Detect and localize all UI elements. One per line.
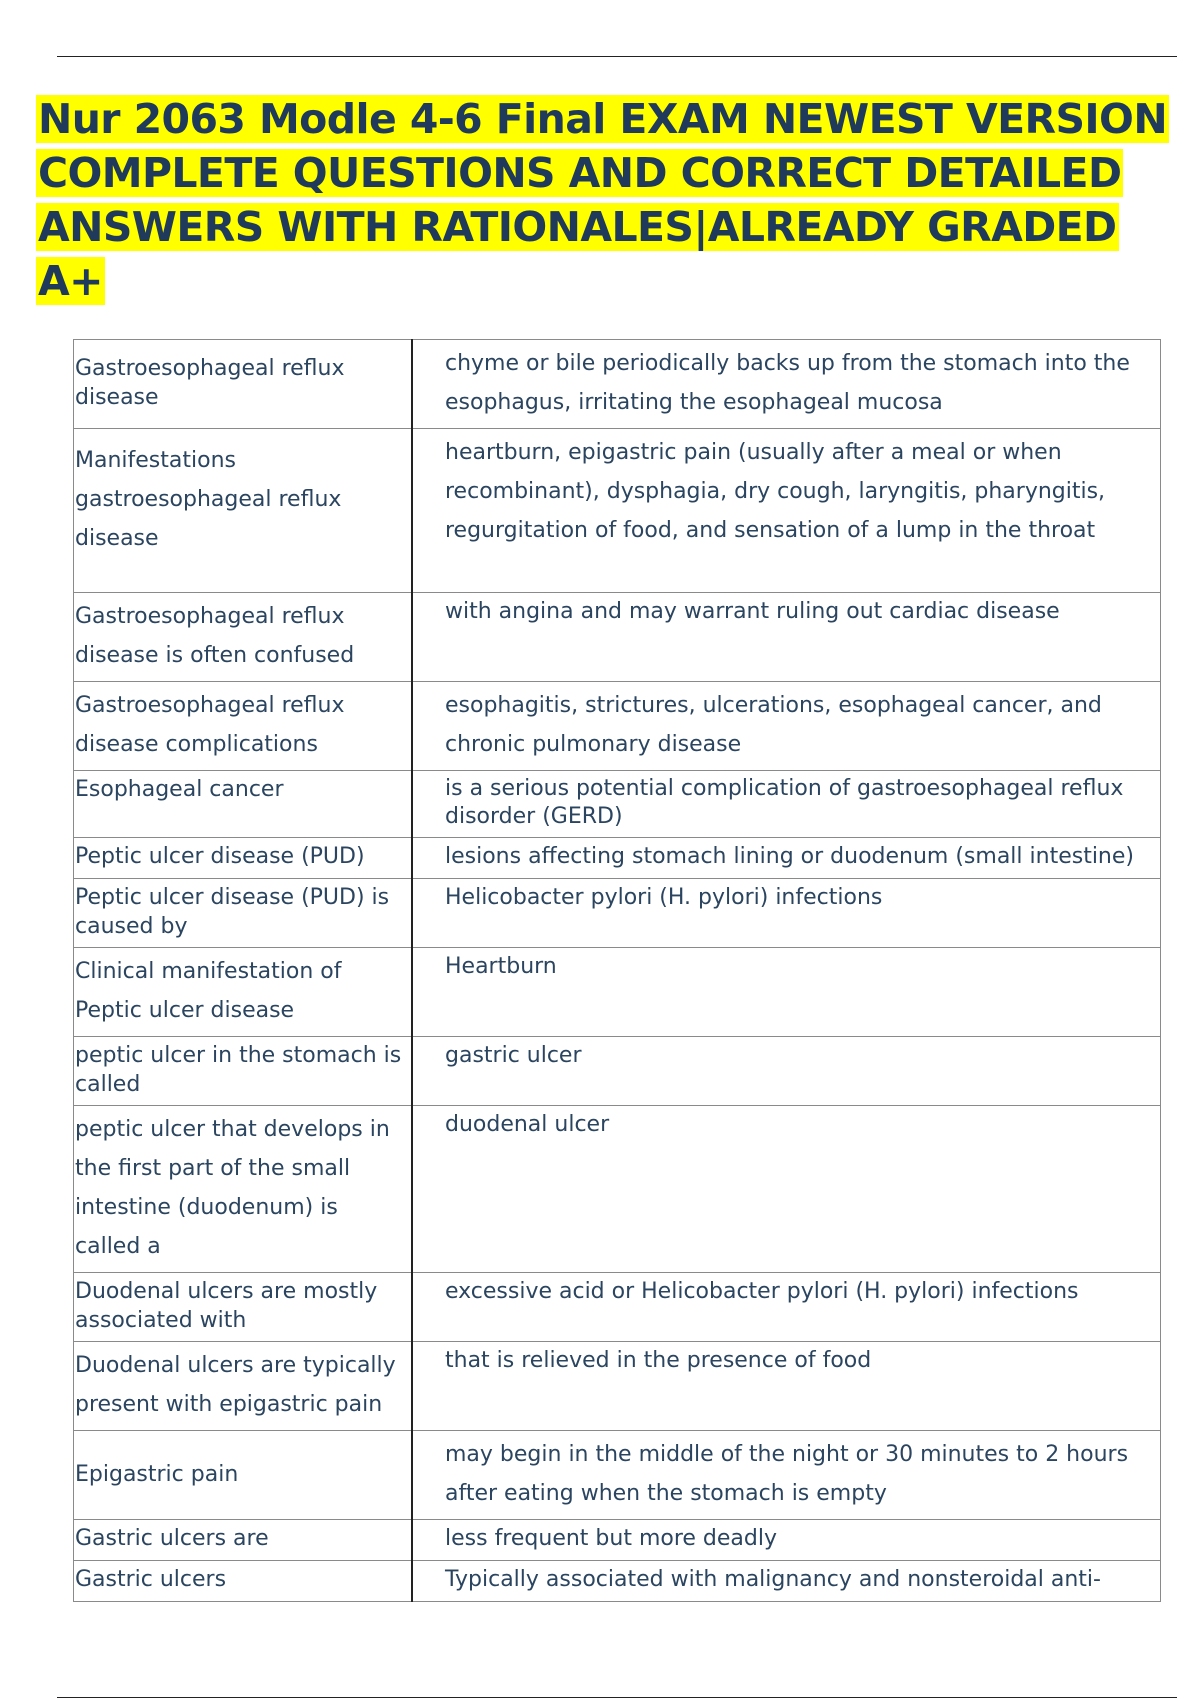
table-row xyxy=(74,1431,1161,1520)
term-cell: Gastroesophageal reflux disease is often confused xyxy=(74,593,413,682)
term-cell: Gastric ulcers are xyxy=(74,1520,413,1561)
term-cell: peptic ulcer that develops in the first part of the small intestine (duodenum) is called a xyxy=(74,1106,413,1273)
table-row xyxy=(74,682,1161,771)
qa-table xyxy=(73,339,1161,1602)
term-cell: Manifestations gastroesophageal reflux disease xyxy=(74,429,413,593)
definition-cell: excessive acid or Helicobacter pylori (H. pylori) infections xyxy=(412,1273,1161,1342)
definition-cell: heartburn, epigastric pain (usually after a meal or when recombinant), dysphagia, dry cough, laryngitis, pharyngitis, regurgitation of food, and sensation of a lump in the throat xyxy=(412,429,1161,593)
definition-cell: is a serious potential complication of gastroesophageal reflux disorder (GERD) xyxy=(412,771,1161,838)
table-row xyxy=(74,1342,1161,1431)
definition-cell: may begin in the middle of the night or 30 minutes to 2 hours after eating when the stomach is empty xyxy=(412,1431,1161,1520)
table-row xyxy=(74,838,1161,879)
term-cell: Gastroesophageal reflux disease complications xyxy=(74,682,413,771)
term-cell: Peptic ulcer disease (PUD) is caused by xyxy=(74,879,413,948)
table-row xyxy=(74,1037,1161,1106)
definition-cell: gastric ulcer xyxy=(412,1037,1161,1106)
term-cell: Epigastric pain xyxy=(74,1431,413,1520)
term-cell: Gastric ulcers xyxy=(74,1561,413,1602)
definition-cell: Heartburn xyxy=(412,948,1161,1037)
table-row xyxy=(74,771,1161,838)
title-line-3: ANSWERS WITH RATIONALES|ALREADY GRADED A+ xyxy=(38,203,1117,305)
table-row xyxy=(74,948,1161,1037)
term-cell: Clinical manifestation of Peptic ulcer disease xyxy=(74,948,413,1037)
table-row xyxy=(74,1273,1161,1342)
definition-cell: that is relieved in the presence of food xyxy=(412,1342,1161,1431)
definition-cell: with angina and may warrant ruling out cardiac disease xyxy=(412,593,1161,682)
term-cell: Duodenal ulcers are mostly associated with xyxy=(74,1273,413,1342)
definition-cell: chyme or bile periodically backs up from the stomach into the esophagus, irritating the esophageal mucosa xyxy=(412,340,1161,429)
title-line-1: Nur 2063 Modle 4-6 Final EXAM NEWEST VERSION xyxy=(38,95,1168,143)
footer-rule xyxy=(57,1697,1177,1698)
term-cell: Duodenal ulcers are typically present with epigastric pain xyxy=(74,1342,413,1431)
title-line-2: COMPLETE QUESTIONS AND CORRECT DETAILED xyxy=(38,149,1122,197)
term-cell: Gastroesophageal reflux disease xyxy=(74,340,413,429)
definition-cell: lesions affecting stomach lining or duodenum (small intestine) xyxy=(412,838,1161,879)
definition-cell: less frequent but more deadly xyxy=(412,1520,1161,1561)
term-cell: Esophageal cancer xyxy=(74,771,413,838)
table-row xyxy=(74,593,1161,682)
table-row xyxy=(74,1561,1161,1602)
term-cell: peptic ulcer in the stomach is called xyxy=(74,1037,413,1106)
definition-cell: duodenal ulcer xyxy=(412,1106,1161,1273)
definition-cell: esophagitis, strictures, ulcerations, esophageal cancer, and chronic pulmonary disease xyxy=(412,682,1161,771)
document-title xyxy=(36,92,1186,308)
table-row xyxy=(74,879,1161,948)
term-cell: Peptic ulcer disease (PUD) xyxy=(74,838,413,879)
table-row xyxy=(74,340,1161,429)
table-row xyxy=(74,1106,1161,1273)
definition-cell: Typically associated with malignancy and nonsteroidal anti- xyxy=(412,1561,1161,1602)
definition-cell: Helicobacter pylori (H. pylori) infections xyxy=(412,879,1161,948)
table-row xyxy=(74,429,1161,593)
table-row xyxy=(74,1520,1161,1561)
header-rule xyxy=(57,56,1177,57)
